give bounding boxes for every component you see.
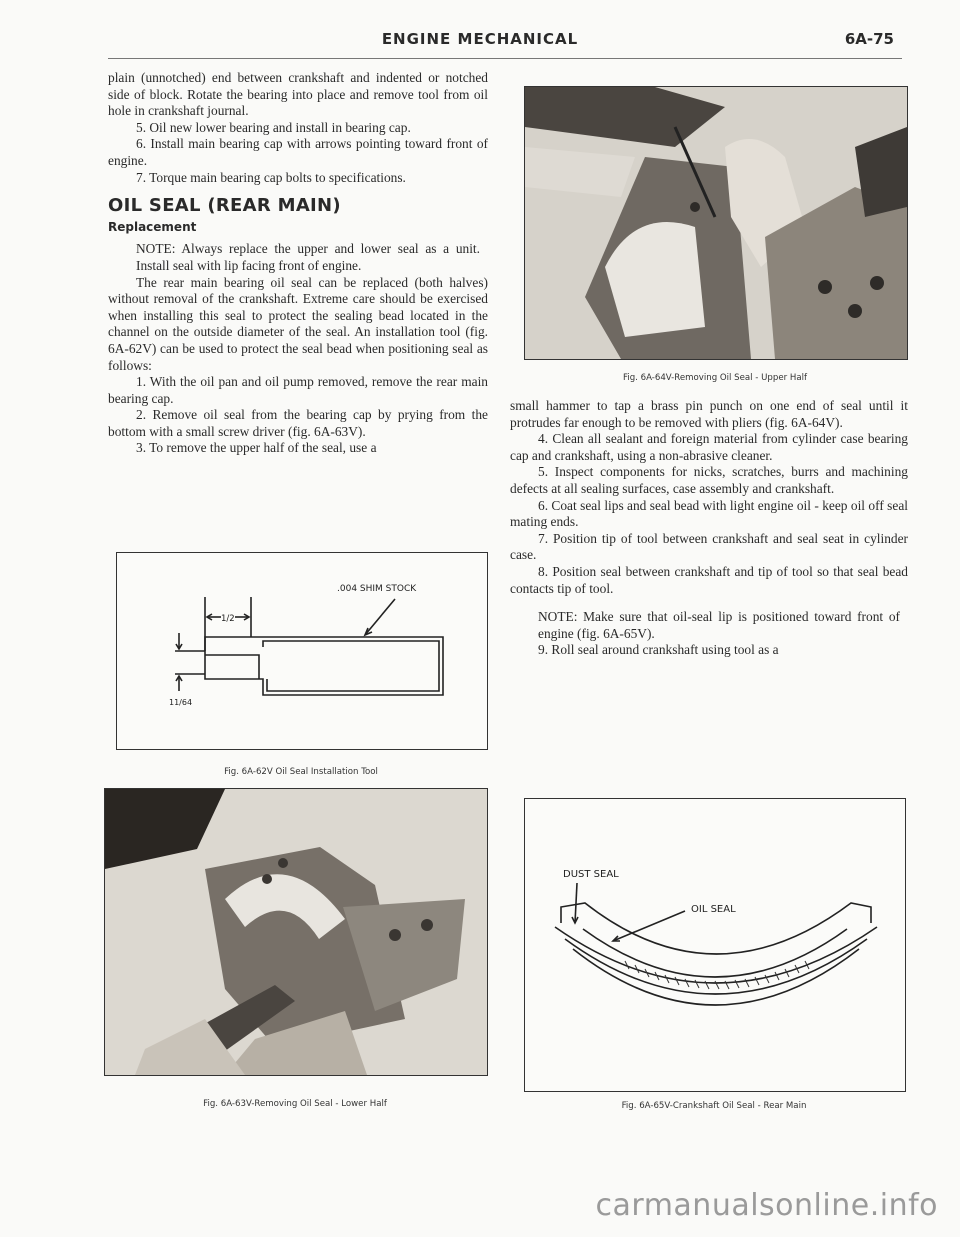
- crankcase-photo: [525, 87, 907, 359]
- page-number: 6A-75: [844, 30, 894, 48]
- subsection-title: Replacement: [108, 219, 197, 234]
- step-3: 3. To remove the upper half of the seal, use a: [136, 440, 377, 456]
- step-7: 7. Torque main bearing cap bolts to specifications.: [136, 169, 406, 185]
- footer-watermark: carmanualsonline.info: [595, 1188, 938, 1223]
- section-title: OIL SEAL (REAR MAIN): [108, 195, 341, 217]
- oil-seal-label: OIL SEAL: [691, 904, 736, 915]
- right-step-6: 6. Coat seal lips and seal bead with light engine oil - keep oil off seal mating ends.: [510, 497, 908, 530]
- dimension-64th-label: 11/64: [169, 698, 193, 707]
- right-step-9: 9. Roll seal around crankshaft using tool as a: [538, 642, 779, 658]
- right-step-8: 8. Position seal between crankshaft and tip of tool so that seal bead contacts tip of tool.: [510, 563, 908, 596]
- dust-seal-label: DUST SEAL: [563, 869, 619, 880]
- header-rule: [108, 58, 902, 59]
- figure-upper-half-photo: [524, 86, 908, 360]
- step-5: 5. Oil new lower bearing and install in bearing cap.: [136, 119, 411, 135]
- figure-64-caption: Fig. 6A-64V-Removing Oil Seal - Upper Half: [622, 373, 808, 383]
- left-column: [108, 70, 488, 457]
- step-6: 6. Install main bearing cap with arrows pointing toward front of engine.: [108, 136, 488, 168]
- figure-63-caption: Fig. 6A-63V-Removing Oil Seal - Lower Half: [203, 1099, 387, 1109]
- figure-65-caption: Fig. 6A-65V-Crankshaft Oil Seal - Rear Main: [621, 1101, 807, 1111]
- figure-seal-drawing: [524, 798, 906, 1092]
- right-note-text: NOTE: Make sure that oil-seal lip is positioned toward front of engine (fig. 6A-65V).: [538, 609, 900, 641]
- right-step-7: 7. Position tip of tool between crankshaft and seal seat in cylinder case.: [510, 530, 908, 563]
- shim-stock-label: .004 SHIM STOCK: [337, 584, 417, 594]
- note-text: NOTE: Always replace the upper and lower seal as a unit. Install seal with lip facing front of engine.: [136, 241, 480, 273]
- bearing-cap-photo: [105, 789, 487, 1075]
- figure-installation-tool: [116, 552, 488, 750]
- replacement-paragraph: The rear main bearing oil seal can be replaced (both halves) without removal of the crankshaft. Extreme care should be exercised when installing this seal to protect the sealing bead located in the channel on the outside diameter of the seal. An installation tool (fig. 6A-62V) can be used to protect the seal bead when positioning seal as follows:: [108, 274, 488, 373]
- intro-paragraph: plain (unnotched) end between crankshaft and indented or notched side of block. Rotate the bearing into place and remove tool from oil hole in crankshaft journal.: [108, 70, 488, 119]
- installation-tool-drawing: [117, 553, 487, 749]
- figure-lower-half-photo: [104, 788, 488, 1076]
- dimension-half-label: 1/2: [221, 614, 235, 624]
- page-header-title: ENGINE MECHANICAL: [381, 30, 579, 48]
- right-column: [510, 398, 908, 659]
- oil-seal-drawing: [525, 799, 905, 1091]
- continuation-paragraph: small hammer to tap a brass pin punch on one end of seal until it protrudes far enough to be removed with pliers (fig. 6A-64V).: [510, 398, 908, 430]
- step-1: 1. With the oil pan and oil pump removed, remove the rear main bearing cap.: [108, 374, 488, 406]
- figure-62-caption: Fig. 6A-62V Oil Seal Installation Tool: [224, 767, 378, 777]
- step-4: 4. Clean all sealant and foreign material from cylinder case bearing cap and crankshaft, using a non-abrasive cleaner.: [510, 431, 908, 463]
- step-2: 2. Remove oil seal from the bearing cap by prying from the bottom with a small screw driver (fig. 6A-63V).: [108, 407, 488, 439]
- right-step-5: 5. Inspect components for nicks, scratches, burrs and machining defects at all sealing surfaces, case assembly and crankshaft.: [510, 464, 908, 496]
